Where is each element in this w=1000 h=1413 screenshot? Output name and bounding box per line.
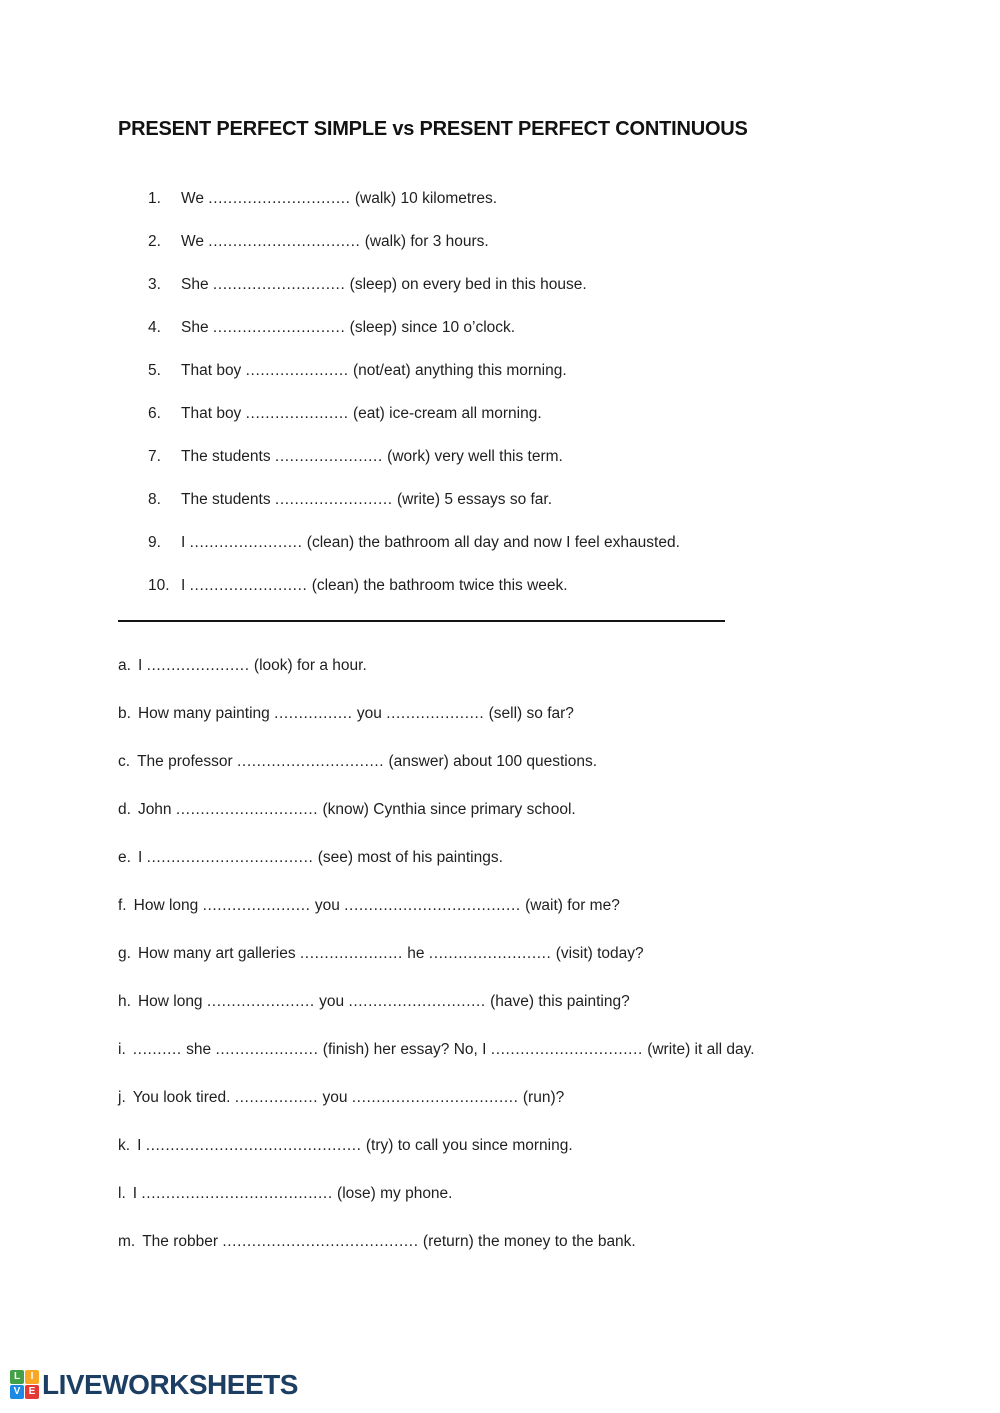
- item-text: (try) to call you since morning.: [361, 1137, 573, 1154]
- item-sentence: [181, 233, 489, 250]
- answer-blank[interactable]: .....................: [245, 362, 349, 379]
- item-sentence: [133, 1185, 453, 1202]
- item-sentence: [181, 534, 680, 551]
- exercise-item: [148, 534, 1000, 551]
- answer-blank[interactable]: ......................: [206, 993, 315, 1010]
- answer-blank[interactable]: .................: [234, 1089, 319, 1106]
- item-text: The robber: [142, 1233, 223, 1250]
- item-number: b.: [118, 705, 131, 722]
- page-title: PRESENT PERFECT SIMPLE vs PRESENT PERFECT CONTINUOUS: [118, 118, 748, 140]
- exercise-item: [148, 233, 1000, 250]
- item-text: (lose) my phone.: [332, 1185, 453, 1202]
- answer-blank[interactable]: ....................................: [344, 897, 521, 914]
- item-text: How many painting: [137, 705, 275, 722]
- item-text: (write) it all day.: [642, 1041, 755, 1058]
- item-text: The students: [181, 491, 275, 508]
- answer-blank[interactable]: ........................: [189, 577, 308, 594]
- exercise-item: [148, 491, 1000, 508]
- answer-blank[interactable]: ..............................: [237, 753, 385, 770]
- item-text: (eat) ice-cream all morning.: [348, 405, 542, 422]
- item-number: 10.: [148, 577, 170, 594]
- exercise-item: [118, 1137, 1000, 1154]
- item-number: d.: [118, 801, 131, 818]
- item-text: he: [402, 945, 429, 962]
- item-number: k.: [118, 1137, 131, 1154]
- answer-blank[interactable]: .......................: [189, 534, 303, 551]
- item-sentence: [138, 705, 574, 722]
- item-sentence: [181, 405, 542, 422]
- item-text: she: [181, 1041, 216, 1058]
- exercise-item: [118, 801, 1000, 818]
- item-number: 4.: [148, 319, 161, 336]
- item-text: (look) for a hour.: [249, 657, 367, 674]
- item-number: l.: [118, 1185, 126, 1202]
- item-text: you: [352, 705, 387, 722]
- logo-tile-l: L: [10, 1370, 24, 1384]
- item-text: (know) Cynthia since primary school.: [318, 801, 576, 818]
- item-text: We: [181, 233, 209, 250]
- item-sentence: [137, 1137, 573, 1154]
- item-text: That boy: [181, 405, 246, 422]
- exercise-item: [118, 897, 1000, 914]
- item-number: a.: [118, 657, 131, 674]
- exercise-item: [118, 705, 1000, 722]
- exercise-item: [148, 405, 1000, 422]
- exercise-item: [118, 993, 1000, 1010]
- answer-blank[interactable]: ...........................: [212, 319, 346, 336]
- exercise-item: [118, 1233, 1000, 1250]
- item-number: 9.: [148, 534, 161, 551]
- item-text: (wait) for me?: [520, 897, 620, 914]
- item-text: I: [181, 534, 190, 551]
- exercise-1-list: [148, 190, 1000, 594]
- liveworksheets-logo[interactable]: [10, 1370, 298, 1399]
- item-number: i.: [118, 1041, 126, 1058]
- answer-blank[interactable]: .........................: [428, 945, 552, 962]
- answer-blank[interactable]: ............................: [348, 993, 486, 1010]
- item-text: How many art galleries: [137, 945, 300, 962]
- exercise-item: [148, 319, 1000, 336]
- item-sentence: [181, 276, 587, 293]
- answer-blank[interactable]: .....................: [215, 1041, 319, 1058]
- item-sentence: [181, 448, 563, 465]
- item-sentence: [138, 801, 576, 818]
- item-text: (write) 5 essays so far.: [392, 491, 553, 508]
- exercise-item: [118, 945, 1000, 962]
- exercise-item: [118, 657, 1000, 674]
- item-sentence: [133, 1089, 564, 1106]
- item-text: (visit) today?: [551, 945, 644, 962]
- answer-blank[interactable]: .....................: [146, 657, 250, 674]
- item-text: (work) very well this term.: [382, 448, 563, 465]
- exercise-item: [148, 448, 1000, 465]
- exercise-item: [148, 190, 1000, 207]
- section-divider: [118, 620, 725, 622]
- item-sentence: [142, 1233, 636, 1250]
- item-sentence: [181, 190, 497, 207]
- item-sentence: [133, 1041, 755, 1058]
- answer-blank[interactable]: .............................: [175, 801, 319, 818]
- item-sentence: [134, 897, 620, 914]
- item-sentence: [181, 577, 568, 594]
- item-text: She: [181, 276, 213, 293]
- item-text: I: [137, 1137, 146, 1154]
- item-text: I: [137, 849, 147, 866]
- answer-blank[interactable]: ..................................: [146, 849, 314, 866]
- liveworksheets-logo-icon: [10, 1370, 39, 1399]
- item-number: 2.: [148, 233, 161, 250]
- item-text: (finish) her essay? No, I: [318, 1041, 491, 1058]
- answer-blank[interactable]: ......................: [274, 448, 383, 465]
- answer-blank[interactable]: ...............................: [208, 233, 361, 250]
- item-text: you: [318, 1089, 352, 1106]
- item-text: How long: [137, 993, 207, 1010]
- item-text: (sleep) on every bed in this house.: [345, 276, 587, 293]
- item-text: I: [181, 577, 190, 594]
- item-text: We: [181, 190, 209, 207]
- item-text: (sleep) since 10 o’clock.: [345, 319, 516, 336]
- item-text: (run)?: [518, 1089, 565, 1106]
- exercise-item: [118, 753, 1000, 770]
- item-text: You look tired.: [132, 1089, 235, 1106]
- item-text: (clean) the bathroom all day and now I feel exhausted.: [302, 534, 680, 551]
- logo-tile-e: E: [25, 1385, 39, 1399]
- answer-blank[interactable]: .....................: [245, 405, 349, 422]
- item-sentence: [181, 362, 567, 379]
- item-number: f.: [118, 897, 127, 914]
- item-text: How long: [133, 897, 203, 914]
- item-number: c.: [118, 753, 131, 770]
- item-number: e.: [118, 849, 131, 866]
- item-text: (return) the money to the bank.: [418, 1233, 636, 1250]
- item-sentence: [138, 945, 644, 962]
- item-text: (answer) about 100 questions.: [384, 753, 598, 770]
- item-text: (walk) 10 kilometres.: [350, 190, 498, 207]
- exercise-item: [148, 276, 1000, 293]
- item-number: j.: [118, 1089, 126, 1106]
- exercise-2-list: [118, 657, 1000, 1250]
- answer-blank[interactable]: ....................: [386, 705, 485, 722]
- item-text: you: [310, 897, 345, 914]
- answer-blank[interactable]: ..........: [132, 1041, 182, 1058]
- item-text: I: [132, 1185, 142, 1202]
- answer-blank[interactable]: ..................................: [351, 1089, 519, 1106]
- answer-blank[interactable]: ........................................: [222, 1233, 419, 1250]
- item-text: The professor: [137, 753, 237, 770]
- logo-tile-i: I: [25, 1370, 39, 1384]
- item-text: (clean) the bathroom twice this week.: [307, 577, 568, 594]
- exercise-item: [118, 849, 1000, 866]
- answer-blank[interactable]: ...........................: [212, 276, 346, 293]
- item-text: (sell) so far?: [484, 705, 574, 722]
- exercise-item: [148, 577, 1000, 594]
- item-number: g.: [118, 945, 131, 962]
- answer-blank[interactable]: ........................: [274, 491, 393, 508]
- item-text: I: [137, 657, 147, 674]
- item-sentence: [181, 319, 515, 336]
- exercise-item: [118, 1185, 1000, 1202]
- answer-blank[interactable]: ................: [274, 705, 353, 722]
- item-text: (have) this painting?: [485, 993, 630, 1010]
- item-number: 6.: [148, 405, 161, 422]
- item-number: 7.: [148, 448, 161, 465]
- item-text: The students: [181, 448, 275, 465]
- item-text: (not/eat) anything this morning.: [348, 362, 567, 379]
- item-sentence: [138, 849, 503, 866]
- answer-blank[interactable]: ......................: [202, 897, 311, 914]
- item-sentence: [137, 753, 597, 770]
- item-number: h.: [118, 993, 131, 1010]
- item-sentence: [138, 657, 367, 674]
- answer-blank[interactable]: ...............................: [490, 1041, 643, 1058]
- exercise-item: [118, 1041, 1000, 1058]
- item-text: John: [137, 801, 176, 818]
- item-sentence: [138, 993, 630, 1010]
- liveworksheets-logo-text: LIVEWORKSHEETS: [42, 1368, 298, 1400]
- item-number: 5.: [148, 362, 161, 379]
- answer-blank[interactable]: .............................: [208, 190, 351, 207]
- item-text: She: [181, 319, 213, 336]
- item-number: 3.: [148, 276, 161, 293]
- item-number: 8.: [148, 491, 161, 508]
- answer-blank[interactable]: ............................................: [145, 1137, 362, 1154]
- item-text: (walk) for 3 hours.: [360, 233, 489, 250]
- item-text: That boy: [181, 362, 246, 379]
- answer-blank[interactable]: .......................................: [141, 1185, 333, 1202]
- exercise-item: [148, 362, 1000, 379]
- logo-tile-v: V: [10, 1385, 24, 1399]
- item-number: 1.: [148, 190, 161, 207]
- item-number: m.: [118, 1233, 136, 1250]
- item-text: (see) most of his paintings.: [313, 849, 503, 866]
- item-sentence: [181, 491, 552, 508]
- answer-blank[interactable]: .....................: [299, 945, 403, 962]
- exercise-item: [118, 1089, 1000, 1106]
- item-text: you: [314, 993, 349, 1010]
